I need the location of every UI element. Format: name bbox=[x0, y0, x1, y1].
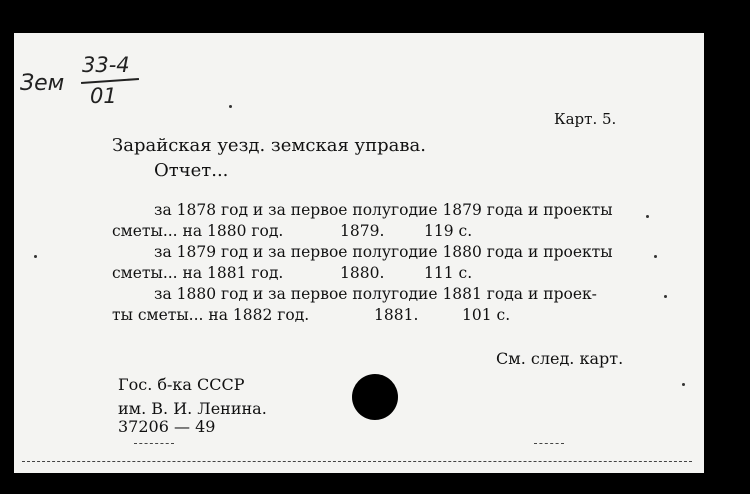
handwritten-shelf-number: 33-4 bbox=[82, 53, 130, 77]
entry-pages: 119 с. bbox=[424, 222, 473, 240]
library-stamp-line-2: им. В. И. Ленина. bbox=[118, 399, 267, 418]
scan-speck bbox=[34, 255, 37, 258]
scan-mark bbox=[534, 443, 564, 445]
scan-speck bbox=[229, 105, 232, 108]
scan-speck bbox=[654, 255, 657, 258]
scan-edge-line bbox=[22, 461, 692, 463]
handwritten-shelf-subnumber: 01 bbox=[90, 84, 117, 108]
entry-year: 1879. bbox=[340, 222, 385, 240]
card-title: Отчет... bbox=[154, 160, 229, 181]
card-punch-hole bbox=[352, 374, 398, 420]
handwritten-shelf-prefix: Зем bbox=[20, 71, 65, 96]
scan-speck bbox=[682, 383, 685, 386]
entry-text: ты сметы... на 1882 год. bbox=[112, 306, 310, 324]
entry-pages: 111 с. bbox=[424, 264, 473, 282]
entry-text: сметы... на 1880 год. bbox=[112, 222, 284, 240]
scan-speck bbox=[646, 215, 649, 218]
card-number: Карт. 5. bbox=[554, 110, 617, 128]
catalog-card bbox=[14, 33, 704, 473]
library-stamp-line-3: 37206 — 49 bbox=[118, 417, 216, 436]
entry-year: 1881. bbox=[374, 306, 419, 324]
entry-pages: 101 с. bbox=[462, 306, 511, 324]
entry-year: 1880. bbox=[340, 264, 385, 282]
scan-speck bbox=[664, 295, 667, 298]
entry-text: за 1879 год и за первое полугодие 1880 года и проекты bbox=[154, 243, 613, 261]
see-next-card: См. след. карт. bbox=[496, 349, 624, 368]
scan-mark bbox=[134, 443, 174, 445]
card-author: Зарайская уезд. земская управа. bbox=[112, 135, 426, 156]
entry-text: сметы... на 1881 год. bbox=[112, 264, 284, 282]
entry-text: за 1878 год и за первое полугодие 1879 года и проекты bbox=[154, 201, 613, 219]
entry-text: за 1880 год и за первое полугодие 1881 года и проек- bbox=[154, 285, 597, 303]
library-stamp-line-1: Гос. б-ка СССР bbox=[118, 375, 245, 394]
